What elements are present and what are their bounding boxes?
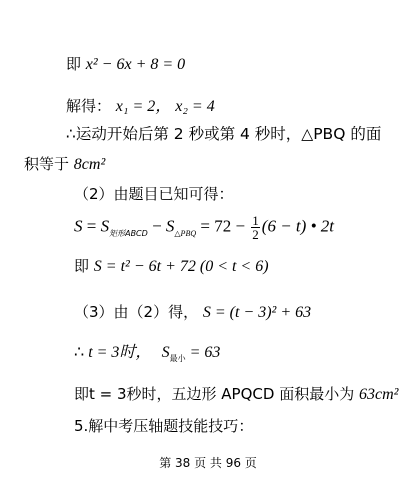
section-heading-text: 5.解中考压轴题技能技巧： [74,417,254,435]
part2-text: （2）由题目已知可得： [74,185,234,203]
minimum-line [74,342,220,363]
part3-expr: S = (t − 3)² + 63 [202,304,312,321]
part3-text: （3）由（2）得， [74,303,203,321]
formula-rhs-b: (6 − t) • 2t [261,216,334,236]
equation-line-1 [66,54,185,75]
solution-prefix: 解得： [66,97,116,115]
s-min-value: = 63 [185,344,221,361]
area-text: 积等于 [24,155,74,173]
solution-roots: x₁ = 2， x₂ = 4 [115,98,215,115]
formula-s-tri: S [165,216,175,236]
s-expr: S = t² − 6t + 72 (0 < t < 6) [93,258,269,275]
part2-heading [74,184,234,204]
formula-s: S [74,216,83,236]
conclusion-text: ∴运动开始后第 2 秒或第 4 秒时，△PBQ 的面 [66,125,382,143]
page-footer: 第 38 页 共 96 页 [159,456,257,470]
section-heading [74,416,253,436]
formula-rhs-a: = 72 − [196,216,250,236]
min-condition: t = 3时， [88,344,152,361]
area-line [24,154,105,175]
fraction-half [251,214,260,241]
s-min-subscript: 最小 [169,354,186,364]
s-expr-prefix: 即 [74,257,94,275]
s-min: S [161,344,170,361]
area-formula-line: $S = S_{矩形ABCD} - S_{\triangle PBQ} = 72$ − $\frac{1}{2}$ (6 − t) • 2t [74,213,334,242]
fraction-den: 2 [252,227,259,242]
part3-line [74,302,311,323]
subscript-rect: 矩形ABCD [109,228,148,238]
final-answer-line [74,384,398,405]
solution-line [66,96,215,117]
area-value: 8cm² [73,156,106,173]
formula-s-rect: S [100,216,110,236]
conclusion-line [66,124,381,144]
therefore-symbol: ∴ [74,344,89,361]
final-text: 即t = 3秒时，五边形 APQCD 面积最小为 [74,385,359,403]
line1-expr: x² − 6x + 8 = 0 [85,56,186,73]
line1-prefix: 即 [66,55,86,73]
subscript-tri: △PBQ [174,228,197,238]
s-expression-line [74,256,269,277]
fraction-num: 1 [252,213,259,228]
final-value: 63cm² [358,386,399,403]
